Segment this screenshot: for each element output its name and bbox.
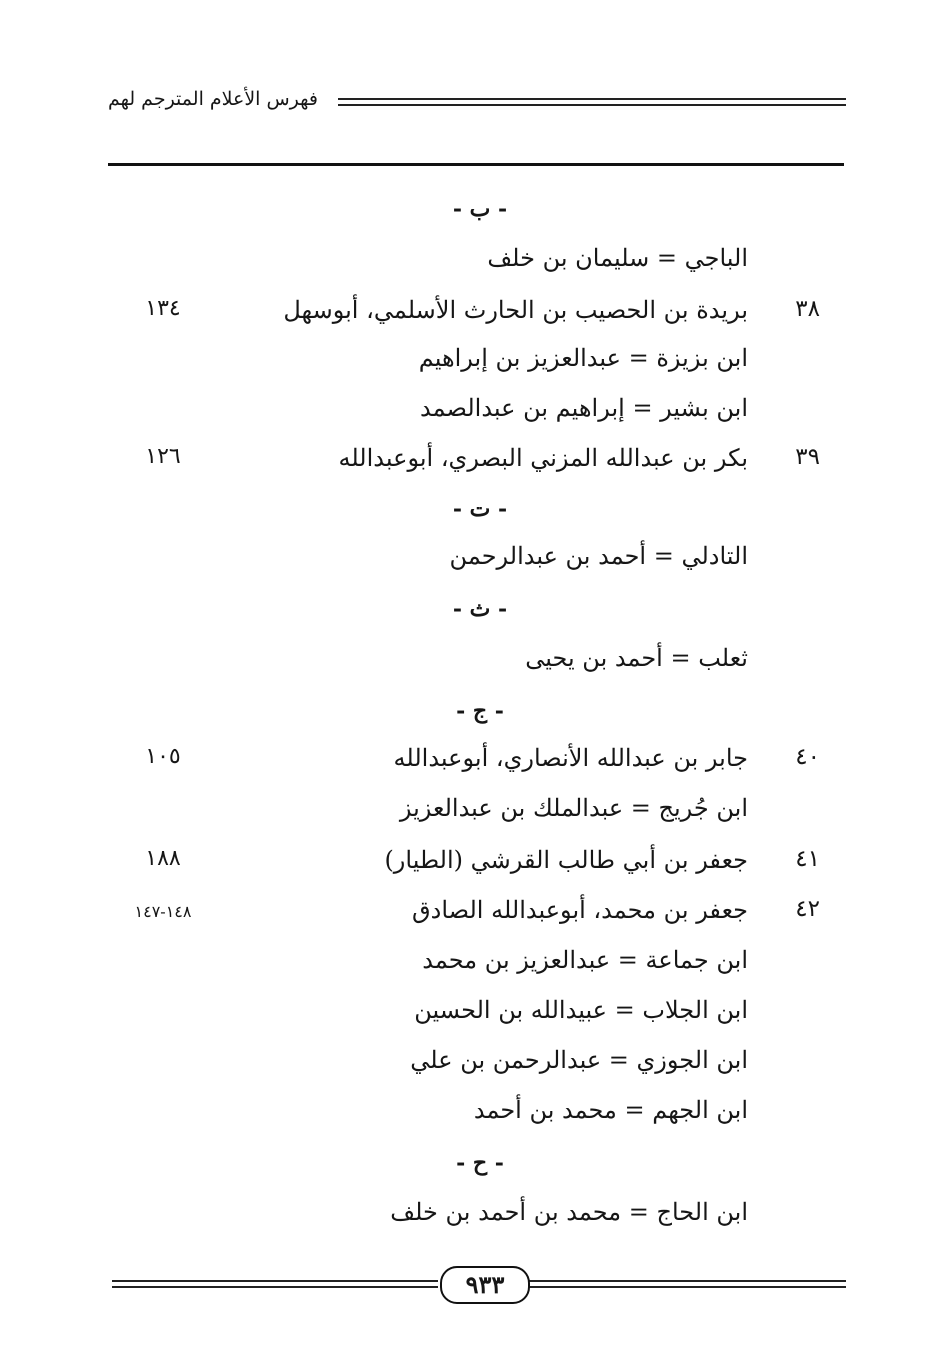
entry-page: ١٢٦ [145,444,181,469]
index-entry [100,1198,820,1238]
index-entry [100,394,820,434]
entry-text: ابن الجلاب = عبيدالله بن الحسين [414,996,748,1024]
page-number: ٩٣٣ [440,1266,530,1304]
entry-text: ابن الجوزي = عبدالرحمن بن علي [410,1046,748,1074]
index-entry [100,1096,820,1136]
entry-number: ٣٩ [795,444,820,470]
index-entry [100,794,820,834]
index-entry [100,744,820,784]
entry-page: ١٠٥ [145,744,181,769]
entry-text: ابن الجهم = محمد بن أحمد [473,1096,748,1124]
entry-text: جعفر بن محمد، أبوعبدالله الصادق [412,896,748,924]
index-entry [100,996,820,1036]
section-letter-ba: - ب - [452,196,508,222]
entry-text: الباجي = سليمان بن خلف [487,244,748,272]
entry-text: جعفر بن أبي طالب القرشي (الطيار) [384,846,748,874]
entry-text: ابن جُريج = عبدالملك بن عبدالعزيز [399,794,748,822]
entry-text: جابر بن عبدالله الأنصاري، أبوعبدالله [393,744,748,772]
section-letter-tha: - ث - [452,596,508,622]
entry-text: ابن بزيزة = عبدالعزيز بن إبراهيم [418,344,748,372]
entry-text: بكر بن عبدالله المزني البصري، أبوعبدالله [338,444,748,472]
index-entry [100,846,820,886]
footer-rule-left-1 [112,1280,438,1282]
entry-number: ٣٨ [795,296,820,322]
entry-number: ٤٢ [795,896,820,922]
index-entry [100,296,820,336]
header-separator [108,163,844,166]
index-entry [100,644,820,684]
index-entry [100,946,820,986]
entry-page: ١٨٨ [145,846,181,871]
entry-text: ثعلب = أحمد بن يحيى [525,644,748,672]
header-rule-top [338,98,846,100]
section-letter-jim: - ج - [456,698,504,724]
entry-number: ٤٠ [795,744,820,770]
footer-rule-left-2 [112,1286,438,1288]
section-letter-ha: - ح - [456,1150,504,1176]
index-entry [100,244,820,284]
index-entry [100,896,820,936]
entry-text: ابن الحاج = محمد بن أحمد بن خلف [390,1198,748,1226]
section-letter-ta: - ت - [452,496,508,522]
index-entry [100,1046,820,1086]
index-entry [100,444,820,484]
index-entry [100,542,820,582]
footer-rule-right-1 [528,1280,846,1282]
entry-page: ١٤٨-١٤٧ [134,902,192,921]
header-rule-bottom [338,104,846,106]
entry-page: ١٣٤ [145,296,181,321]
entry-text: ابن بشير = إبراهيم بن عبدالصمد [420,394,748,422]
entry-text: بريدة بن الحصيب بن الحارث الأسلمي، أبوسهل [283,296,748,324]
entry-number: ٤١ [795,846,820,872]
entry-text: التادلي = أحمد بن عبدالرحمن [449,542,748,570]
index-entry [100,344,820,384]
footer-rule-right-2 [528,1286,846,1288]
running-header-title: فهرس الأعلام المترجم لهم [107,88,318,110]
entry-text: ابن جماعة = عبدالعزيز بن محمد [422,946,748,974]
